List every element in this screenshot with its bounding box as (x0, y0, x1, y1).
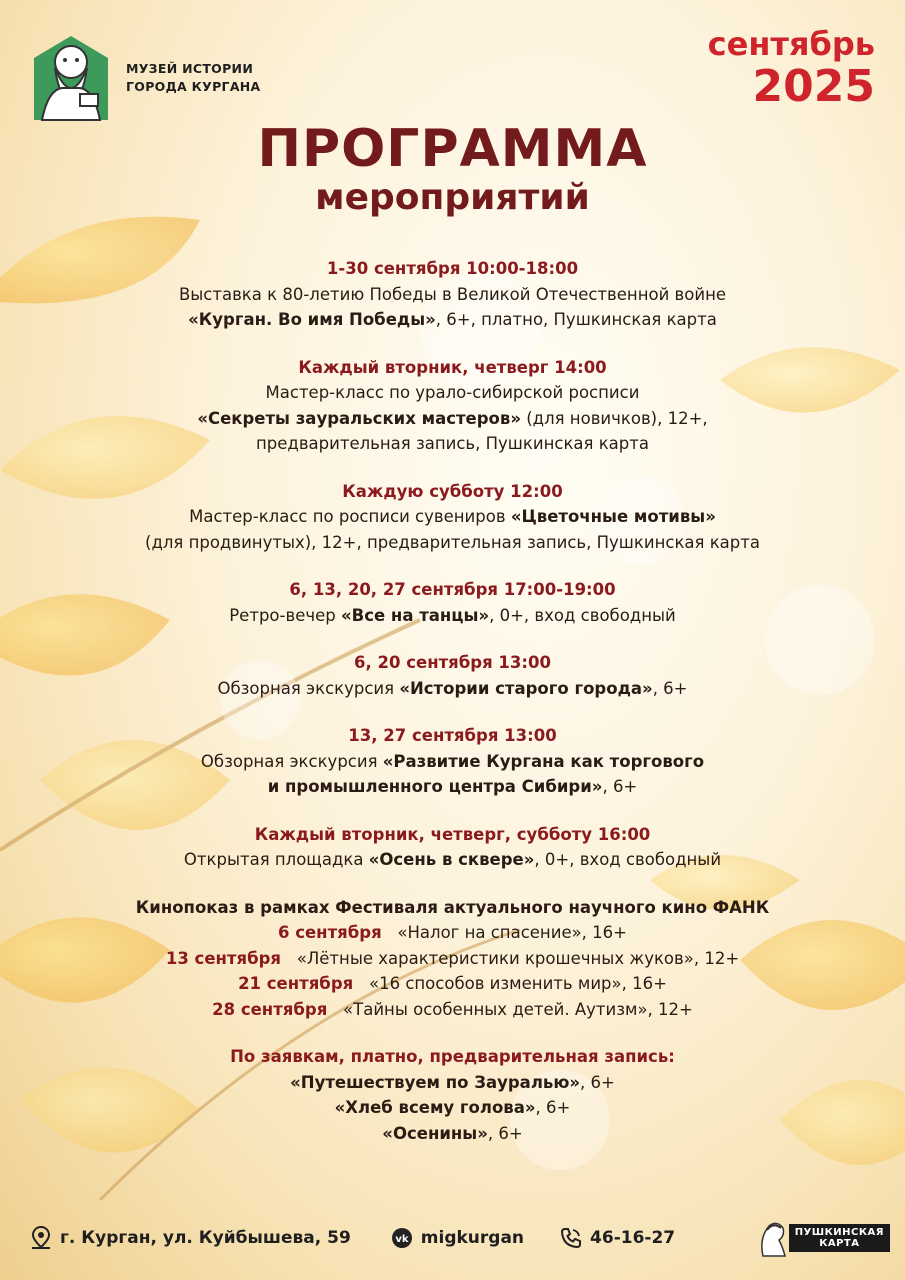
pushkin-card-logo (755, 1218, 890, 1258)
museum-name-line2: ГОРОДА КУРГАНА (126, 79, 261, 94)
event-when: 6, 13, 20, 27 сентября 17:00-19:00 (289, 580, 616, 599)
event-description (40, 603, 865, 629)
event-when: Каждую субботу 12:00 (342, 481, 563, 501)
phone-icon (560, 1227, 582, 1249)
event-item (40, 822, 865, 873)
event-when: Каждый вторник, четверг, субботу 16:00 (254, 824, 651, 844)
address (30, 1226, 351, 1250)
event-title: «Все на танцы» (340, 605, 490, 625)
event-description: Выставка к 80-летию Победы в Великой Отечественной войне (178, 284, 727, 304)
event-info: , 6+ (602, 777, 638, 796)
event-when: 13, 27 сентября 13:00 (348, 726, 557, 745)
event-pre: Мастер-класс по росписи сувениров (189, 507, 511, 526)
event-when: 1-30 сентября 10:00-18:00 (326, 259, 579, 278)
event-pre: Открытая площадка (183, 850, 369, 869)
month-badge (708, 26, 875, 112)
film-date: 13 сентября (165, 948, 282, 968)
museum-name (126, 60, 261, 96)
request-age: , 6+ (535, 1098, 571, 1117)
location-pin-icon (30, 1226, 52, 1250)
event-pre: Обзорная экскурсия (200, 751, 383, 771)
pushkin-line1: ПУШКИНСКАЯ (794, 1227, 884, 1238)
event-item (40, 479, 865, 556)
vk-icon (391, 1227, 413, 1249)
pushkin-line2: КАРТА (819, 1238, 860, 1249)
event-pre: Обзорная экскурсия (217, 678, 400, 698)
title-sub: мероприятий (315, 177, 590, 218)
event-when: Каждый вторник, четверг 14:00 (298, 357, 607, 377)
request-title: «Путешествуем по Зауралью» (290, 1072, 581, 1092)
film-title: «Тайны особенных детей. Аутизм», 12+ (343, 999, 693, 1019)
requests-block (40, 1044, 865, 1146)
event-item (40, 650, 865, 701)
address-text: г. Курган, ул. Куйбышева, 59 (60, 1228, 351, 1248)
cinema-block (40, 895, 865, 1023)
film-title: «16 способов изменить мир», 16+ (368, 974, 667, 993)
cinema-film-row (40, 920, 865, 946)
month-year: 2025 (752, 61, 875, 112)
social-handle: migkurgan (420, 1228, 525, 1248)
film-date: 28 сентября (212, 999, 328, 1019)
pushkin-portrait-icon (755, 1218, 789, 1258)
event-description (40, 676, 865, 702)
event-item (40, 723, 865, 800)
film-title: «Лётные характеристики крошечных жуков», 12+ (296, 948, 740, 968)
request-title: «Осенины» (382, 1123, 488, 1143)
svg-text:vk: vk (395, 1234, 409, 1245)
film-title: «Налог на спасение», 16+ (397, 923, 627, 942)
event-item (40, 577, 865, 628)
request-item (40, 1121, 865, 1147)
event-info: , 6+ (652, 678, 688, 698)
social-link[interactable] (391, 1227, 524, 1249)
cinema-film-row (40, 997, 865, 1023)
event-details (40, 307, 865, 333)
event-item (40, 355, 865, 457)
museum-name-line1: МУЗЕЙ ИСТОРИИ (126, 61, 254, 76)
event-when: 6, 20 сентября 13:00 (354, 653, 551, 672)
pushkin-card-text (789, 1224, 890, 1252)
events-list (40, 256, 865, 1168)
event-description (40, 847, 865, 873)
event-title: «Курган. Во имя Победы» (188, 310, 436, 329)
event-title: «Осень в сквере» (368, 850, 535, 869)
event-title-cont: и промышленного центра Сибири» (267, 777, 603, 796)
event-pre: Ретро-вечер (229, 605, 341, 625)
request-title: «Хлеб всему голова» (334, 1098, 536, 1117)
request-age: , 6+ (487, 1123, 523, 1143)
event-title: «Секреты зауральских мастеров» (197, 408, 521, 428)
event-info: (для новичков), 12+, (521, 408, 708, 428)
film-date: 6 сентября (277, 923, 382, 942)
event-info-extra: предварительная запись, Пушкинская карта (256, 434, 649, 453)
event-info: (для продвинутых), 12+, предварительная запись, Пушкинская карта (145, 532, 760, 552)
event-title: «Цветочные мотивы» (510, 507, 716, 526)
event-info: , 0+, вход свободный (534, 850, 722, 869)
request-item (40, 1095, 865, 1121)
phone[interactable] (560, 1227, 675, 1249)
footer (30, 1218, 890, 1258)
museum-logo-icon (28, 28, 114, 128)
event-info: , 6+, платно, Пушкинская карта (435, 310, 717, 329)
request-item (40, 1070, 865, 1096)
event-item (40, 256, 865, 333)
cinema-film-row (40, 946, 865, 972)
month-name: сентябрь (707, 25, 875, 63)
event-details (40, 774, 865, 800)
event-title: «Истории старого города» (399, 678, 653, 698)
film-date: 21 сентября (238, 974, 354, 993)
phone-number: 46-16-27 (590, 1228, 676, 1248)
event-description (40, 749, 865, 775)
event-details (40, 406, 865, 432)
cinema-heading: Кинопоказ в рамках Фестиваля актуального научного кино ФАНК (135, 897, 770, 917)
title-main: ПРОГРАММА (257, 119, 648, 179)
event-description (40, 504, 865, 530)
cinema-film-row (40, 971, 865, 997)
event-title: «Развитие Кургана как торгового (382, 751, 705, 771)
page-title (0, 118, 905, 218)
requests-heading: По заявкам, платно, предварительная запись: (230, 1047, 675, 1066)
event-description: Мастер-класс по урало-сибирской росписи (265, 383, 640, 402)
request-age: , 6+ (580, 1072, 615, 1092)
museum-logo-block (28, 28, 261, 128)
event-info: , 0+, вход свободный (489, 605, 676, 625)
